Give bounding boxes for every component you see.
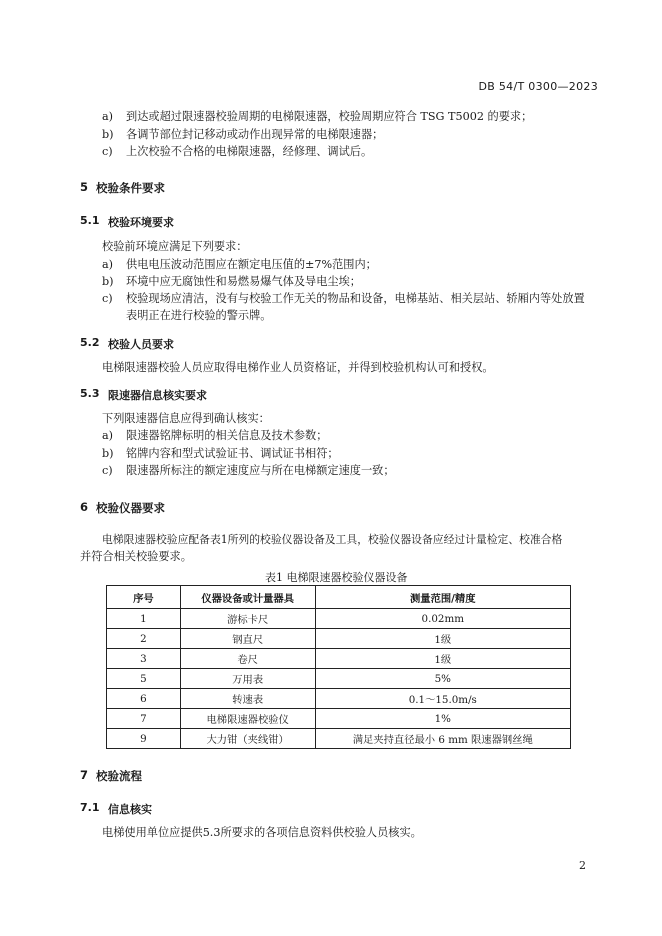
table-cell: 大力钳（夹线钳） — [180, 729, 315, 749]
section-number: 5 — [80, 180, 89, 194]
table-cell: 电梯限速器校验仪 — [180, 709, 315, 729]
list-text: 校验现场应清洁，没有与校验工作无关的物品和设备，电梯基站、相关层站、轿厢内等处放置 — [126, 292, 585, 305]
paragraph: 电梯限速器校验应配备表1所列的校验仪器设备及工具，校验仪器设备应经过计量检定、校准合格 — [102, 533, 563, 546]
list-item — [102, 447, 339, 461]
list-text: 限速器铭牌标明的相关信息及技术参数； — [126, 429, 328, 442]
table-cell: 转速表 — [180, 689, 315, 709]
list-text: 限速器所标注的额定速度应与所在电梯额定速度一致； — [126, 464, 395, 477]
column-header: 测量范围/精度 — [315, 586, 570, 609]
list-text: 铭牌内容和型式试验证书、调试证书相符； — [126, 447, 339, 460]
subsection-number: 5.3 — [80, 387, 100, 400]
table-cell: 钢直尺 — [180, 629, 315, 649]
table-row — [107, 689, 571, 709]
subsection-title: 校验环境要求 — [108, 216, 174, 229]
table-cell: 游标卡尺 — [180, 609, 315, 629]
list-item — [102, 110, 533, 124]
section-heading — [80, 768, 142, 783]
subsection-heading — [80, 214, 174, 229]
paragraph-continuation: 并符合相关校验要求。 — [80, 550, 192, 563]
table-row — [107, 709, 571, 729]
subsection-heading — [80, 336, 174, 351]
section-heading — [80, 180, 165, 195]
table-cell: 卷尺 — [180, 649, 315, 669]
table-cell: 5 — [107, 669, 181, 689]
table-cell: 1% — [315, 709, 570, 729]
table-cell: 7 — [107, 709, 181, 729]
section-heading — [80, 500, 165, 515]
list-item — [102, 464, 395, 478]
document-id: DB 54/T 0300—2023 — [478, 80, 598, 93]
list-item — [102, 128, 384, 142]
table-cell: 1级 — [315, 649, 570, 669]
table-caption: 表1 电梯限速器校验仪器设备 — [265, 571, 408, 584]
table-cell: 0.1～15.0m/s — [315, 689, 570, 709]
section-title: 校验条件要求 — [96, 181, 165, 195]
section-title: 校验仪器要求 — [96, 501, 165, 515]
section-number: 6 — [80, 500, 89, 514]
table-cell: 6 — [107, 689, 181, 709]
paragraph-lead: 下列限速器信息应得到确认核实： — [102, 412, 270, 425]
table-row — [107, 629, 571, 649]
list-item — [102, 145, 373, 159]
section-title: 校验流程 — [96, 769, 142, 783]
list-marker: a) — [102, 110, 114, 123]
list-marker: c) — [102, 292, 113, 305]
table-cell: 5% — [315, 669, 570, 689]
list-marker: b) — [102, 128, 114, 141]
table-header-row — [107, 586, 571, 609]
list-item — [102, 275, 361, 289]
subsection-number: 5.1 — [80, 214, 100, 227]
table-cell: 9 — [107, 729, 181, 749]
list-text: 到达或超过限速器校验周期的电梯限速器，校验周期应符合 TSG T5002 的要求； — [126, 110, 533, 123]
table-cell: 0.02mm — [315, 609, 570, 629]
subsection-number: 7.1 — [80, 801, 100, 814]
subsection-heading — [80, 387, 207, 402]
list-marker: a) — [102, 429, 114, 442]
subsection-heading — [80, 801, 152, 816]
list-marker: b) — [102, 275, 114, 288]
list-item — [102, 429, 328, 443]
list-text: 各调节部位封记移动或动作出现异常的电梯限速器； — [126, 128, 384, 141]
subsection-title: 限速器信息核实要求 — [108, 389, 207, 402]
equipment-table — [106, 585, 571, 749]
table-row — [107, 609, 571, 629]
table-cell: 1 — [107, 609, 181, 629]
list-text: 环境中应无腐蚀性和易燃易爆气体及导电尘埃； — [126, 275, 361, 288]
section-number: 7 — [80, 768, 89, 782]
list-item — [102, 292, 585, 306]
list-continuation: 表明正在进行校验的警示牌。 — [126, 309, 272, 322]
table-row — [107, 729, 571, 749]
paragraph: 电梯限速器校验人员应取得电梯作业人员资格证，并得到校验机构认可和授权。 — [102, 361, 494, 374]
page-number: 2 — [579, 859, 586, 872]
list-marker: b) — [102, 447, 114, 460]
paragraph-lead: 校验前环境应满足下列要求： — [102, 240, 248, 253]
subsection-title: 校验人员要求 — [108, 338, 174, 351]
table-row — [107, 649, 571, 669]
paragraph: 电梯使用单位应提供5.3所要求的各项信息资料供校验人员核实。 — [102, 826, 422, 839]
table-cell: 2 — [107, 629, 181, 649]
list-marker: c) — [102, 464, 113, 477]
column-header: 仪器设备或计量器具 — [180, 586, 315, 609]
list-text: 上次校验不合格的电梯限速器，经修理、调试后。 — [126, 145, 373, 158]
table-cell: 万用表 — [180, 669, 315, 689]
table-cell: 3 — [107, 649, 181, 669]
table-row — [107, 669, 571, 689]
table-cell: 满足夹持直径最小 6 mm 限速器钢丝绳 — [315, 729, 570, 749]
list-text: 供电电压波动范围应在额定电压值的±7%范围内； — [126, 258, 377, 271]
subsection-title: 信息核实 — [108, 803, 152, 816]
list-marker: a) — [102, 258, 114, 271]
list-item — [102, 258, 377, 272]
subsection-number: 5.2 — [80, 336, 100, 349]
list-marker: c) — [102, 145, 113, 158]
table-cell: 1级 — [315, 629, 570, 649]
column-header: 序号 — [107, 586, 181, 609]
